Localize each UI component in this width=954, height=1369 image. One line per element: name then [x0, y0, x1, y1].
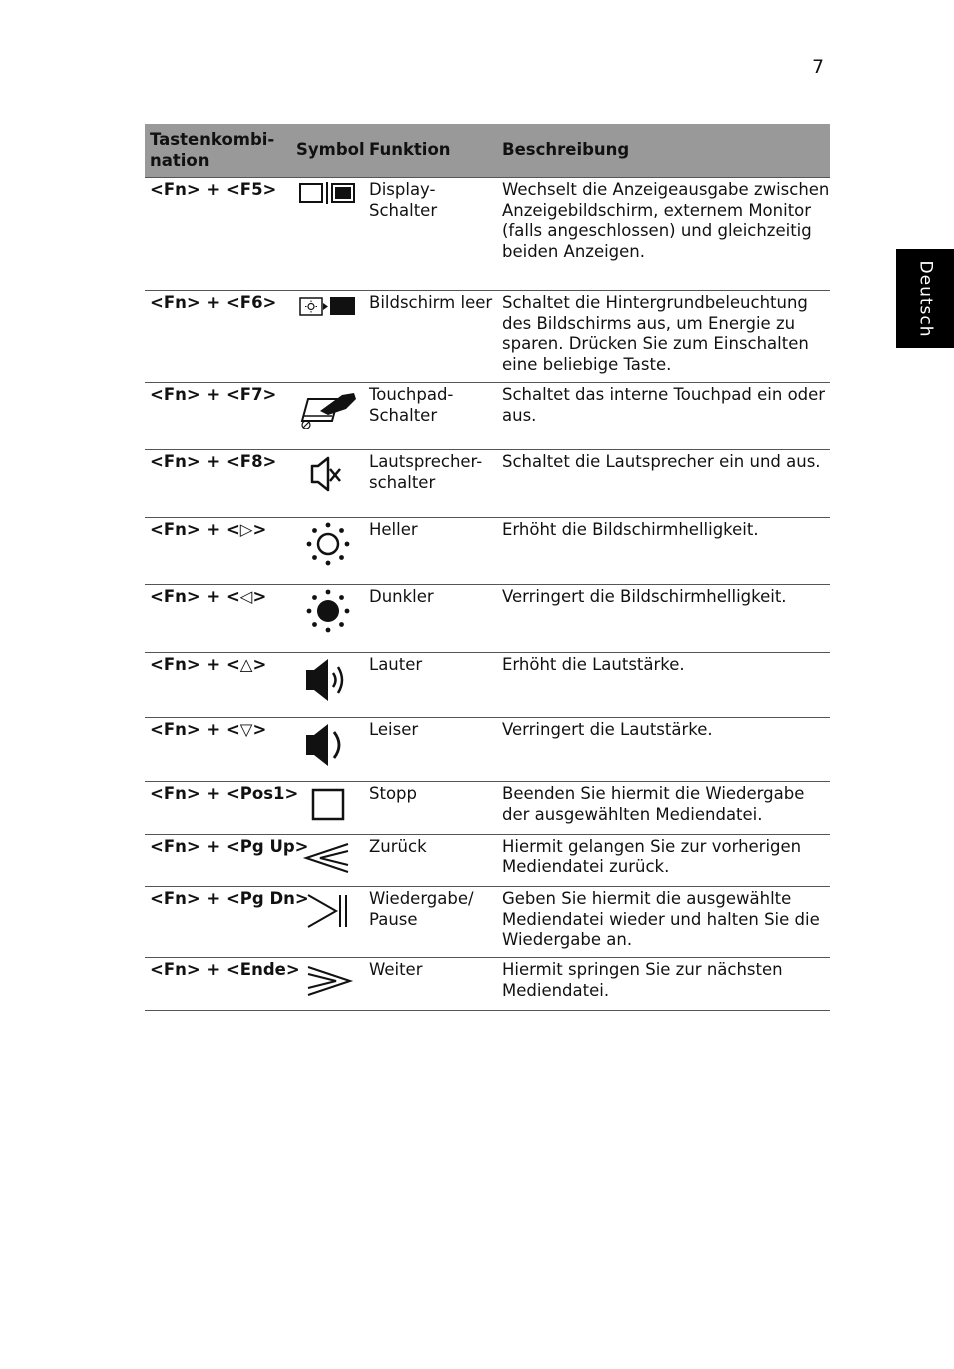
table-row — [145, 834, 830, 887]
page-number: 7 — [812, 56, 825, 78]
screen-blank-icon — [298, 293, 358, 319]
table-header-row — [145, 124, 830, 178]
header-function: Funktion — [364, 124, 497, 178]
function-description: Hiermit springen Sie zur nächsten Mediendatei. — [497, 958, 830, 1011]
function-label: Lauter — [364, 653, 497, 718]
function-label: Bildschirm leer — [364, 291, 497, 383]
key-combo: <Fn> + <Pg Up> — [145, 834, 291, 887]
table-row — [145, 958, 830, 1011]
function-description: Schaltet die Hintergrundbeleuchtung des Bildschirms aus, um Energie zu sparen. Drücken Sie zum Einschalten eine beliebige Taste. — [497, 291, 830, 383]
previous-icon — [298, 837, 358, 875]
function-description: Geben Sie hiermit die ausgewählte Mediendatei wieder und halten Sie die Wiedergabe an. — [497, 887, 830, 958]
table-row — [145, 585, 830, 653]
function-label: Zurück — [364, 834, 497, 887]
play-pause-icon — [298, 889, 358, 933]
table-row — [145, 717, 830, 782]
key-combo: <Fn> + <F6> — [145, 291, 291, 383]
table-row — [145, 383, 830, 450]
function-label: Wiedergabe/ Pause — [364, 887, 497, 958]
table-row — [145, 518, 830, 585]
function-label: Touchpad-Schalter — [364, 383, 497, 450]
volume-up-icon — [298, 655, 358, 705]
function-description: Schaltet die Lautsprecher ein und aus. — [497, 450, 830, 518]
key-combo: <Fn> + <Pos1> — [145, 782, 291, 835]
function-description: Schaltet das interne Touchpad ein oder aus. — [497, 383, 830, 450]
function-description: Wechselt die Anzeigeausgabe zwischen Anzeigebildschirm, externem Monitor (falls angeschlossen) und gleichzeitig beiden Anzeigen. — [497, 178, 830, 291]
table-row — [145, 653, 830, 718]
function-description: Erhöht die Bildschirmhelligkeit. — [497, 518, 830, 585]
function-description: Verringert die Bildschirmhelligkeit. — [497, 585, 830, 653]
key-combo: <Fn> + <F5> — [145, 178, 291, 291]
key-combo: <Fn> + <◁> — [145, 585, 291, 653]
key-combo: <Fn> + <△> — [145, 653, 291, 718]
next-icon — [298, 960, 358, 998]
header-combo: Tastenkombi- nation — [145, 124, 291, 178]
key-combo: <Fn> + <Pg Dn> — [145, 887, 291, 958]
header-symbol: Symbol — [291, 124, 364, 178]
header-description: Beschreibung — [497, 124, 830, 178]
function-label: Weiter — [364, 958, 497, 1011]
stop-icon — [298, 784, 358, 822]
function-label: Heller — [364, 518, 497, 585]
function-label: Leiser — [364, 717, 497, 782]
speaker-mute-icon — [298, 452, 358, 496]
table-row — [145, 887, 830, 958]
key-combo: <Fn> + <F7> — [145, 383, 291, 450]
brightness-up-icon — [298, 520, 358, 568]
language-side-tab — [896, 249, 954, 348]
touchpad-toggle-icon — [298, 385, 358, 429]
table-row — [145, 178, 830, 291]
key-combo: <Fn> + <Ende> — [145, 958, 291, 1011]
function-description: Hiermit gelangen Sie zur vorherigen Mediendatei zurück. — [497, 834, 830, 887]
function-label: Dunkler — [364, 585, 497, 653]
table-row — [145, 450, 830, 518]
function-label: Lautsprecher-schalter — [364, 450, 497, 518]
hotkey-table — [145, 124, 830, 1011]
function-description: Verringert die Lautstärke. — [497, 717, 830, 782]
side-tab-label: Deutsch — [915, 260, 935, 337]
function-label: Display-Schalter — [364, 178, 497, 291]
function-description: Erhöht die Lautstärke. — [497, 653, 830, 718]
table-row — [145, 782, 830, 835]
key-combo: <Fn> + <F8> — [145, 450, 291, 518]
display-toggle-icon — [298, 180, 358, 206]
function-description: Beenden Sie hiermit die Wiedergabe der ausgewählten Mediendatei. — [497, 782, 830, 835]
key-combo: <Fn> + <▽> — [145, 717, 291, 782]
key-combo: <Fn> + <▷> — [145, 518, 291, 585]
volume-down-icon — [298, 720, 358, 770]
brightness-down-icon — [298, 587, 358, 635]
function-label: Stopp — [364, 782, 497, 835]
table-row — [145, 291, 830, 383]
